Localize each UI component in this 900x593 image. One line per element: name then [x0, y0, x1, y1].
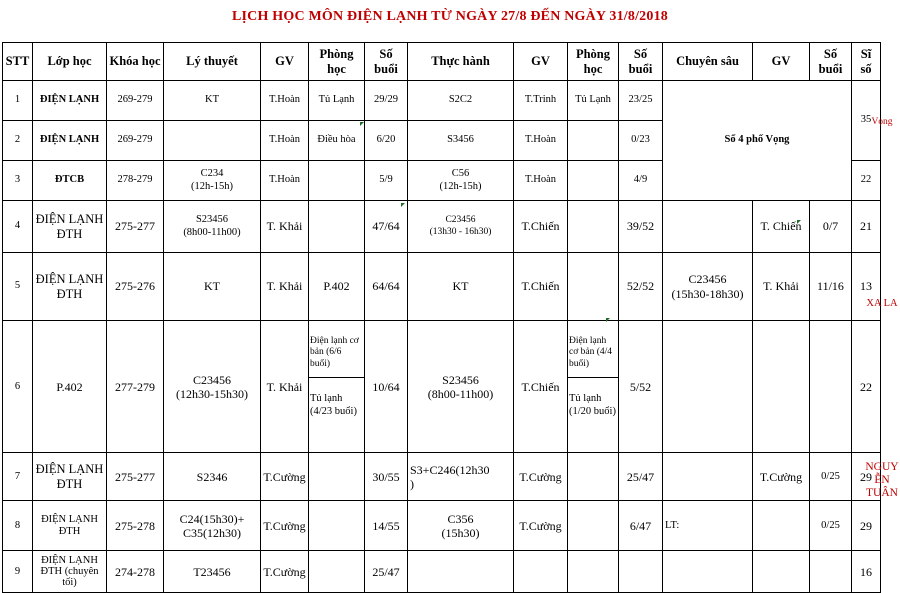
- cell-gv: T. Khải: [261, 201, 309, 253]
- cell-thuc-hanh: KT: [408, 253, 514, 321]
- cell-gv: T.Cường: [261, 551, 309, 593]
- cell-gv-2: T.Hoàn: [514, 121, 568, 161]
- cell-gv-2: T.Trinh: [514, 81, 568, 121]
- header-ly-thuyet: Lý thuyết: [164, 43, 261, 81]
- cell-phong-split: [309, 321, 365, 453]
- cell-thuc-hanh: C356 (15h30): [408, 501, 514, 551]
- header-si-so: Sĩ số: [852, 43, 881, 81]
- cell-phong-2: [568, 501, 619, 551]
- cell-si-so: 22: [852, 321, 881, 453]
- cell-phong: [309, 453, 365, 501]
- cell-ly-thuyet: KT: [164, 253, 261, 321]
- page-title: LỊCH HỌC MÔN ĐIỆN LẠNH TỪ NGÀY 27/8 ĐẾN NGÀY 31/8/2018: [231, 9, 668, 24]
- cell-stt: 6: [3, 321, 33, 453]
- cell-so-buoi-3: [810, 321, 852, 453]
- cell-gv-3: [753, 551, 810, 593]
- cell-gv: T.Hoàn: [261, 161, 309, 201]
- cell-gv-3: [753, 321, 810, 453]
- table-row: [3, 551, 881, 593]
- cell-stt: 1: [3, 81, 33, 121]
- cell-ly-thuyet: KT: [164, 81, 261, 121]
- cell-ly-thuyet: T23456: [164, 551, 261, 593]
- cell-phong-2-part-b: Tủ lạnh (1/20 buổi): [569, 393, 616, 417]
- cell-gv-2: T.Chiến: [514, 201, 568, 253]
- cell-lop: ĐIỆN LẠNH: [33, 81, 107, 121]
- cell-ly-thuyet: C24(15h30)+ C35(12h30): [164, 501, 261, 551]
- cell-phong-2: [568, 551, 619, 593]
- cell-so-buoi-2: 39/52: [619, 201, 663, 253]
- cell-gv: T. Khải: [261, 321, 309, 453]
- cell-phong: Điều hòa: [309, 121, 365, 161]
- cell-gv: T.Hoàn: [261, 81, 309, 121]
- cell-phong-2-split: [568, 321, 619, 453]
- cell-chuyen-sau: [663, 551, 753, 593]
- cell-thuc-hanh: S3456: [408, 121, 514, 161]
- cell-stt: 8: [3, 501, 33, 551]
- cell-so-buoi: 5/9: [365, 161, 408, 201]
- comment-marker: [606, 318, 610, 322]
- cell-so-buoi-2: [619, 551, 663, 593]
- cell-si-so: 21: [852, 201, 881, 253]
- header-row: [3, 43, 881, 81]
- cell-so-buoi: 14/55: [365, 501, 408, 551]
- cell-lop: ĐIỆN LẠNH ĐTH: [33, 453, 107, 501]
- header-gv-3: GV: [753, 43, 810, 81]
- cell-stt: 4: [3, 201, 33, 253]
- cell-gv: T. Khải: [261, 253, 309, 321]
- header-thuc-hanh: Thực hành: [408, 43, 514, 81]
- cell-chuyen-sau: [663, 453, 753, 501]
- cell-so-buoi: 47/64: [365, 201, 408, 253]
- cell-gv-3: T. Khải: [753, 253, 810, 321]
- header-so-buoi-2: Số buổi: [619, 43, 663, 81]
- cell-phong: P.402: [309, 253, 365, 321]
- cell-chuyen-sau: C23456 (15h30-18h30): [663, 253, 753, 321]
- cell-thuc-hanh: S2C2: [408, 81, 514, 121]
- cell-si-so: 29: [852, 453, 881, 501]
- cell-khoa: 274-278: [107, 551, 164, 593]
- schedule-table: [2, 42, 881, 593]
- header-phong-hoc-2: Phòng học: [568, 43, 619, 81]
- header-khoa-hoc: Khóa học: [107, 43, 164, 81]
- cell-phong-part-b: Tủ lạnh (4/23 buổi): [310, 393, 357, 417]
- cell-phong-2: [568, 121, 619, 161]
- cell-phong: Tủ Lạnh: [309, 81, 365, 121]
- header-phong-hoc: Phòng học: [309, 43, 365, 81]
- comment-marker: [797, 220, 801, 224]
- cell-chuyen-sau: [663, 201, 753, 253]
- cell-so-buoi: 10/64: [365, 321, 408, 453]
- cell-si-so-merged: 35: [852, 81, 881, 161]
- cell-gv-2: T.Cường: [514, 501, 568, 551]
- cell-lop: P.402: [33, 321, 107, 453]
- header-so-buoi-3: Số buổi: [810, 43, 852, 81]
- side-label-xa-la: XA LA: [866, 298, 898, 309]
- header-lop-hoc: Lớp học: [33, 43, 107, 81]
- comment-marker: [401, 203, 405, 207]
- cell-khoa: 269-279: [107, 81, 164, 121]
- cell-so-buoi-2: 6/47: [619, 501, 663, 551]
- cell-so-buoi: 30/55: [365, 453, 408, 501]
- cell-so-buoi: 29/29: [365, 81, 408, 121]
- cell-so-buoi: 64/64: [365, 253, 408, 321]
- table-row: [3, 453, 881, 501]
- cell-gv-2: [514, 551, 568, 593]
- cell-phong: [309, 551, 365, 593]
- cell-stt: 5: [3, 253, 33, 321]
- cell-phong: [309, 501, 365, 551]
- cell-so-buoi-2: 4/9: [619, 161, 663, 201]
- cell-gv-3: T. Chiến: [753, 201, 810, 253]
- cell-gv-2: T.Chiến: [514, 253, 568, 321]
- cell-chuyen-sau-merged: Số 4 phố Vọng: [663, 81, 852, 201]
- cell-lop: ĐIỆN LẠNH: [33, 121, 107, 161]
- cell-gv-2: T.Hoàn: [514, 161, 568, 201]
- cell-phong-2: [568, 161, 619, 201]
- cell-phong-2: [568, 253, 619, 321]
- header-so-buoi: Số buổi: [365, 43, 408, 81]
- header-chuyen-sau: Chuyên sâu: [663, 43, 753, 81]
- cell-phong: [309, 201, 365, 253]
- cell-lop: ĐIỆN LẠNH ĐTH: [33, 201, 107, 253]
- cell-thuc-hanh: S23456 (8h00-11h00): [408, 321, 514, 453]
- cell-khoa: 269-279: [107, 121, 164, 161]
- cell-stt: 7: [3, 453, 33, 501]
- cell-si-so: 29: [852, 501, 881, 551]
- cell-gv-3: T.Cường: [753, 453, 810, 501]
- cell-lop: ĐTCB: [33, 161, 107, 201]
- cell-si-so: 22: [852, 161, 881, 201]
- header-gv-2: GV: [514, 43, 568, 81]
- cell-thuc-hanh: [408, 551, 514, 593]
- cell-ly-thuyet: [164, 121, 261, 161]
- cell-stt: 9: [3, 551, 33, 593]
- cell-phong: [309, 161, 365, 201]
- cell-chuyen-sau: [663, 321, 753, 453]
- cell-so-buoi-2: 0/23: [619, 121, 663, 161]
- cell-khoa: 275-278: [107, 501, 164, 551]
- cell-so-buoi: 25/47: [365, 551, 408, 593]
- cell-si-so: 16: [852, 551, 881, 593]
- cell-so-buoi-3: 0/25: [810, 501, 852, 551]
- cell-phong-2: [568, 453, 619, 501]
- cell-thuc-hanh: C56 (12h-15h): [408, 161, 514, 201]
- cell-phong-2: Tủ Lạnh: [568, 81, 619, 121]
- table-row: [3, 253, 881, 321]
- cell-thuc-hanh: S3+C246(12h30 ): [408, 453, 514, 501]
- cell-so-buoi-3: 11/16: [810, 253, 852, 321]
- table-row: [3, 201, 881, 253]
- cell-so-buoi-2: 23/25: [619, 81, 663, 121]
- comment-marker: [360, 122, 364, 126]
- cell-chuyen-sau: LT:: [663, 501, 753, 551]
- cell-so-buoi-2: 5/52: [619, 321, 663, 453]
- cell-stt: 3: [3, 161, 33, 201]
- cell-stt: 2: [3, 121, 33, 161]
- table-row: [3, 321, 881, 453]
- cell-ly-thuyet: C234 (12h-15h): [164, 161, 261, 201]
- cell-so-buoi-3: 0/7: [810, 201, 852, 253]
- cell-gv-2: T.Cường: [514, 453, 568, 501]
- header-gv: GV: [261, 43, 309, 81]
- cell-thuc-hanh: C23456 (13h30 - 16h30): [408, 201, 514, 253]
- cell-lop: ĐIỆN LẠNH ĐTH: [33, 501, 107, 551]
- table-row: [3, 81, 881, 121]
- cell-so-buoi-2: 52/52: [619, 253, 663, 321]
- cell-khoa: 275-277: [107, 453, 164, 501]
- cell-gv-2: T.Chiến: [514, 321, 568, 453]
- cell-so-buoi-3: [810, 551, 852, 593]
- cell-khoa: 275-276: [107, 253, 164, 321]
- cell-phong-2: [568, 201, 619, 253]
- cell-ly-thuyet: S23456 (8h00-11h00): [164, 201, 261, 253]
- cell-khoa: 277-279: [107, 321, 164, 453]
- cell-gv: T.Cường: [261, 501, 309, 551]
- cell-lop: ĐIỆN LẠNH ĐTH (chuyên tối): [33, 551, 107, 593]
- cell-si-so: 13: [852, 253, 881, 321]
- cell-khoa: 278-279: [107, 161, 164, 201]
- cell-gv-3: [753, 501, 810, 551]
- cell-so-buoi: 6/20: [365, 121, 408, 161]
- cell-khoa: 275-277: [107, 201, 164, 253]
- cell-phong-2-part-a: Điện lạnh cơ bản (4/4 buổi): [568, 335, 618, 378]
- cell-gv: T.Cường: [261, 453, 309, 501]
- cell-so-buoi-3: 0/25: [810, 453, 852, 501]
- cell-ly-thuyet: S2346: [164, 453, 261, 501]
- cell-gv: T.Hoàn: [261, 121, 309, 161]
- side-label-vong: Vọng: [871, 117, 893, 127]
- cell-phong-part-a: Điện lạnh cơ bản (6/6 buổi): [309, 335, 364, 378]
- table-row: [3, 501, 881, 551]
- cell-lop: ĐIỆN LẠNH ĐTH: [33, 253, 107, 321]
- side-label-nguyen-tuan: NGUY ỄN TUÂN: [865, 461, 899, 500]
- cell-ly-thuyet: C23456 (12h30-15h30): [164, 321, 261, 453]
- cell-so-buoi-2: 25/47: [619, 453, 663, 501]
- header-stt: STT: [3, 43, 33, 81]
